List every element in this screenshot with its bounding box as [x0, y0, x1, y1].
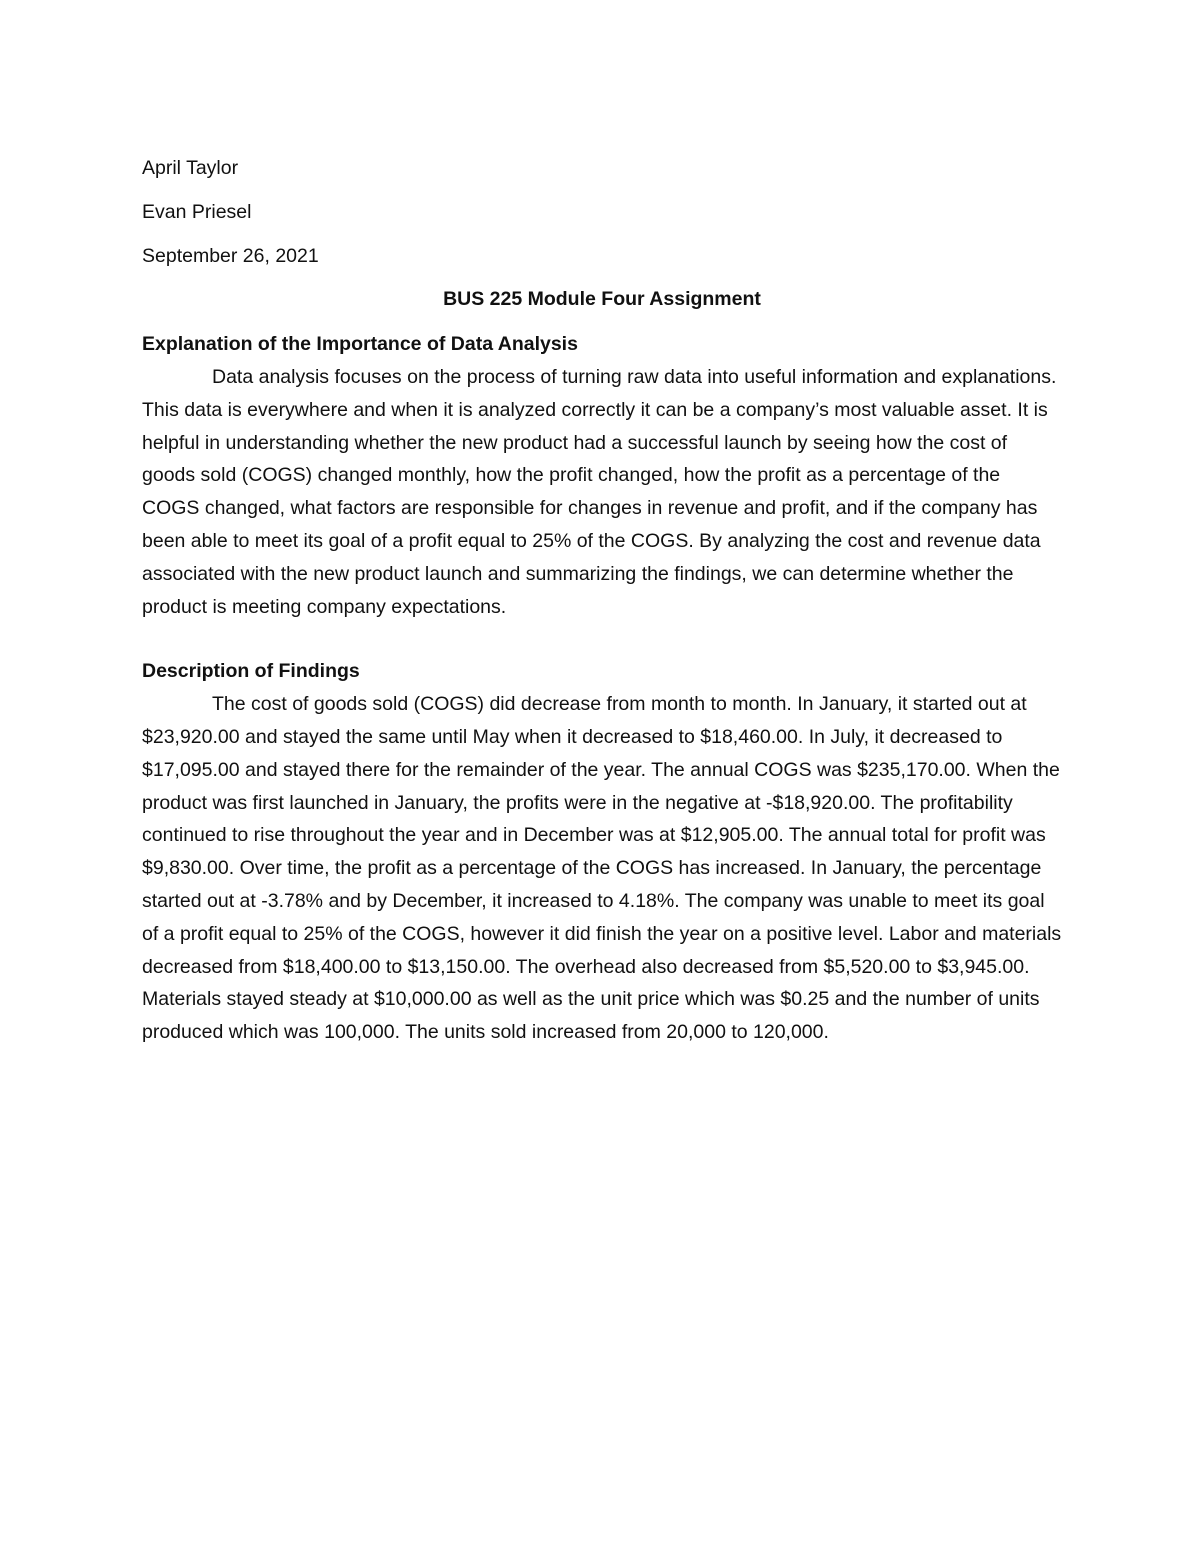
document-date: September 26, 2021 — [142, 244, 319, 267]
student-name: April Taylor — [142, 157, 239, 179]
instructor-name: Evan Priesel — [142, 200, 252, 223]
section-heading-importance: Explanation of the Importance of Data Analysis — [142, 333, 578, 356]
document-content — [142, 152, 1062, 1049]
document-title: BUS 225 Module Four Assignment — [443, 288, 761, 311]
section-spacer — [142, 623, 1062, 643]
section-body-importance: Data analysis focuses on the process of turning raw data into useful information and explanations. This data is everywhere and when it is analyzed correctly it can be a company’s most valuable asset. It is helpful in understanding whether the new product had a successful launch by seeing how the cost of goods sold (COGS) changed monthly, how the profit changed, how the profit as a percentage of the COGS changed, what factors are responsible for changes in revenue and profit, and if the company has been able to meet its goal of a profit equal to 25% of the COGS. By analyzing the cost and revenue data associated with the new product launch and summarizing the findings, we can determine whether the product is meeting company expectations. — [142, 365, 1057, 618]
section-heading-findings: Description of Findings — [142, 660, 360, 683]
section-body-findings: The cost of goods sold (COGS) did decrease from month to month. In January, it started out at $23,920.00 and stayed the same until May when it decreased to $18,460.00. In July, it decreased to $17,095.00 and stayed there for the remainder of the year. The annual COGS was $235,170.00. When the product was first launched in January, the profits were in the negative at -$18,920.00. The profitability continued to rise throughout the year and in December was at $12,905.00. The annual total for profit was $9,830.00. Over time, the profit as a percentage of the COGS has increased. In January, the percentage started out at -3.78% and by December, it increased to 4.18%. The company was unable to meet its goal of a profit equal to 25% of the COGS, however it did finish the year on a positive level. Labor and materials decreased from $18,400.00 to $13,150.00. The overhead also decreased from $5,520.00 to $3,945.00. Materials stayed steady at $10,000.00 as well as the unit price which was $0.25 and the number of units produced which was 100,000. The units sold increased from 20,000 to 120,000. — [142, 693, 1062, 1044]
